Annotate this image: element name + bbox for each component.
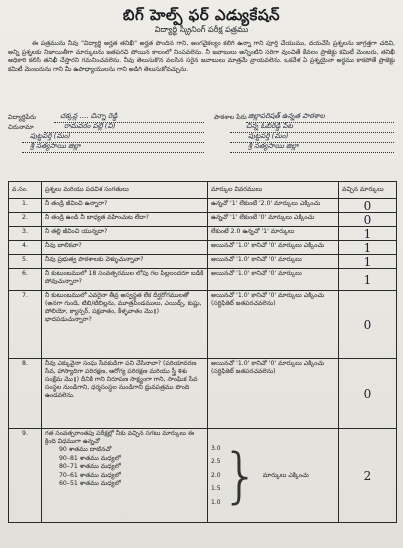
row-question: గత సంవత్సరాంతపు పరీక్షల్లో నీకు వచ్చిన సగటు మార్కులు ఈ క్రింది విధముగా ఉన్నచో xyxy=(45,430,195,445)
student-name-label: విద్యార్థిపేరు xyxy=(8,114,37,121)
student-details xyxy=(8,114,395,152)
row-question: నీ తండ్రి ఉండి నీ బాధ్యత వహించుట లేదా? xyxy=(42,213,208,227)
row-number: 7. xyxy=(9,291,42,359)
table-row xyxy=(9,359,397,429)
village-value: చిన్న ఓబిరెడ్డి పేట xyxy=(246,122,294,130)
table-header-row xyxy=(9,182,397,199)
scale-value: 1.0 xyxy=(211,498,221,506)
row-score: 1 xyxy=(339,269,397,291)
table-row xyxy=(9,241,397,255)
address-label: చిరునామా xyxy=(8,124,34,131)
mandal-value: పుట్టపర్తి (మం) xyxy=(30,132,71,140)
scale-value: 2.0 xyxy=(211,471,221,479)
row-number: 8. xyxy=(9,359,42,429)
row-marks: ఉన్నచో '1' లేకుంటే '0' మార్కులు ఎక్కించు xyxy=(208,213,339,227)
row-number: 1. xyxy=(9,199,42,213)
row-question: నీ తల్లి జీవించి యున్నదా? xyxy=(42,227,208,241)
row-marks-scale xyxy=(208,429,339,523)
row-marks: అయినచో '1.0' కానిచో '0' మార్కులు ఎక్కించు xyxy=(208,241,339,255)
percent-range: 60–51 శాతము మధ్యలో xyxy=(59,480,121,487)
row-marks: ఉన్నచో '1' లేకుంటే '2.0' మార్కులు ఎక్కించు xyxy=(208,199,339,213)
header-marks: మార్కుల వివరములు xyxy=(208,182,339,199)
row-score: 0 xyxy=(339,359,397,429)
row-question-grades xyxy=(42,429,208,523)
table-row xyxy=(9,213,397,227)
row-marks: అయినచో '1.0' కానిచో '0' మార్కులు xyxy=(208,269,339,291)
address-value: రామవరం పల్లె (వి) xyxy=(64,122,116,130)
table-row xyxy=(9,291,397,359)
percent-range-list xyxy=(45,446,204,489)
row-question: నీవు ప్రభుత్వ పాఠశాలకు వెళ్ళుచున్నావా? xyxy=(42,255,208,269)
scale-values xyxy=(211,442,221,510)
table-row xyxy=(9,429,397,523)
district-right-underline xyxy=(230,152,394,153)
district-underline xyxy=(22,152,204,153)
scale-value: 1.5 xyxy=(211,485,221,493)
row-score: 0 xyxy=(339,213,397,227)
school-name-value: జిల్లాపరిషత్ ఉన్నత పాఠశాల xyxy=(248,112,325,120)
row-number: 5. xyxy=(9,255,42,269)
district-value-right: శ్రీ సత్యసాయి జిల్లా xyxy=(248,142,299,150)
header-serial: వ.సం. xyxy=(9,182,42,199)
row-question: నీవు ఎక్కువైనా సంఘ సేవకుడిగా పని చేసినావా? (పరియావరణ సేవ, హాస్యాదిగా పరిరక్షణ, ఆరోగ్య పరిరక్షణ మరియు స్త్రీ శిశు సంక్షేమ మొ॥) దీనికి గాని నిరూపణ సాక్ష్యంగా గాని, సాంఘిక సేవ సంస్థల నుండిగాని, ధర్మసంస్థల నుండిగాని ధ్రువపత్రము పొంది ఉండవలెను. xyxy=(42,359,208,429)
row-question: నీ తండ్రి జీవించి ఉన్నారా? xyxy=(42,199,208,213)
row-marks: అయినచో '1.0' కానిచో '0' మార్కులు xyxy=(208,255,339,269)
instructions-paragraph: ఈ పత్రమును నీవు "విద్యార్థి అర్హత తనిఖీ" అర్హత పొందిన గాని, అంగవైకల్యం కలిగి ఉన్నా గాని పూర్తి చేయుము, దయచేసి ప్రశ్నలను జాగ్రత్తగా చదివి, అన్ని ప్రశ్నలకు నిజాయితీగా మార్కులను జతపరచి పోయిన కాలంలో నింపవలెను. నీ జవాబులు అన్నింటిని సరిగా వుంచితే కేవలం ప్రాజెక్టు కమిటీ మెంబరు, తనిఖీ అధికారి కలిసి తనిఖీ చేస్తారని గమనించవలెను. నీవు తెలుసుకొన వలసిన సరైన జవాబులు మాత్రమే వ్రాయవలెను. ఒకవేళ ఏ ప్రశ్నయైనా అర్థము కాకపోతే ప్రాజెక్టు కమిటీ మెంబరును గాని మీ ఉపాధ్యాయులను గాని అడిగి తెలుసుకోవచ్చును. xyxy=(8,40,395,73)
row-number: 2. xyxy=(9,213,42,227)
percent-range: 80–71 శాతము మధ్యలో xyxy=(59,463,121,470)
scale-value: 3.0 xyxy=(211,444,221,452)
row-number: 9. xyxy=(9,429,42,523)
marks-scale xyxy=(211,442,335,510)
row-number: 3. xyxy=(9,227,42,241)
school-name-label: పాఠశాల పేరు xyxy=(214,114,247,121)
header-score: వచ్చిన మార్కులు xyxy=(339,182,397,199)
screening-table xyxy=(8,181,397,523)
row-score: 0 xyxy=(339,291,397,359)
table-row xyxy=(9,269,397,291)
row-score: 0 xyxy=(339,199,397,213)
row-marks: మార్కులు ఎక్కించు xyxy=(262,471,309,479)
form-subtitle: విద్యార్థి స్క్రీనింగ్ పరీక్ష పత్రము xyxy=(154,25,249,34)
scale-value: 2.5 xyxy=(211,458,221,466)
mandal-value-right: పుట్టపర్తి (మం) xyxy=(248,132,289,140)
row-score: 1 xyxy=(339,241,397,255)
row-question: నీ కుటుంబములో 18 సంవత్సరముల లోపు గల పిల్లలందరూ బడికి పోవుచున్నారా? xyxy=(42,269,208,291)
student-name-value: చక్కన్ల .... చిన్నా రెడ్డి xyxy=(60,112,118,120)
table-row xyxy=(9,199,397,213)
form-title: బిగ్ హెల్ప్ ఫర్ ఎడ్యుకేషన్ xyxy=(122,6,281,24)
percent-range: 90 శాతము దాటినచో xyxy=(59,446,112,453)
row-marks: లేకుంటే 2.0 ఉన్నచో '1' మార్కులు xyxy=(208,227,339,241)
percent-range: 70–61 శాతము మధ్యలో xyxy=(59,471,121,479)
curly-brace-icon: } xyxy=(221,440,260,511)
table-row xyxy=(9,227,397,241)
table-row xyxy=(9,255,397,269)
header-question: ప్రశ్నలు మరియు పదవిశ సంగతులు xyxy=(42,182,208,199)
row-marks: అయినచో '1.0' కానిచో '0' మార్కులు ఎక్కించు (సర్టిఫికెట్ జతపరచవలెను) xyxy=(208,359,339,429)
row-question: నీవు బాలికవా? xyxy=(42,241,208,255)
district-value: శ్రీ సత్యసాయి జిల్లా xyxy=(30,142,81,150)
percent-range: 90–81 శాతము మధ్యలో xyxy=(59,454,121,462)
row-number: 6. xyxy=(9,269,42,291)
row-score: 1 xyxy=(339,255,397,269)
row-score: 1 xyxy=(339,227,397,241)
row-question: నీ కుటుంబములో ఎవరైనా తీవ్ర అస్వస్థత లేక దీర్ఘరోగములతో (అనగా గుండె, టిబి/టిబిల్లను, మూత్రపిండములు, ఎయిడ్స్, కుష్టు, పోలియో, క్యాన్సర్, పక్షవాతం, కీళ్ళవాతం మొ॥) భాదపడుచున్నారా? xyxy=(42,291,208,359)
row-score: 2 xyxy=(339,429,397,523)
row-number: 4. xyxy=(9,241,42,255)
row-marks: అయినచో '1.0' కానిచో '0' మార్కులు ఎక్కించు (సర్టిఫికెట్ జతపరచవలెను) xyxy=(208,291,339,359)
